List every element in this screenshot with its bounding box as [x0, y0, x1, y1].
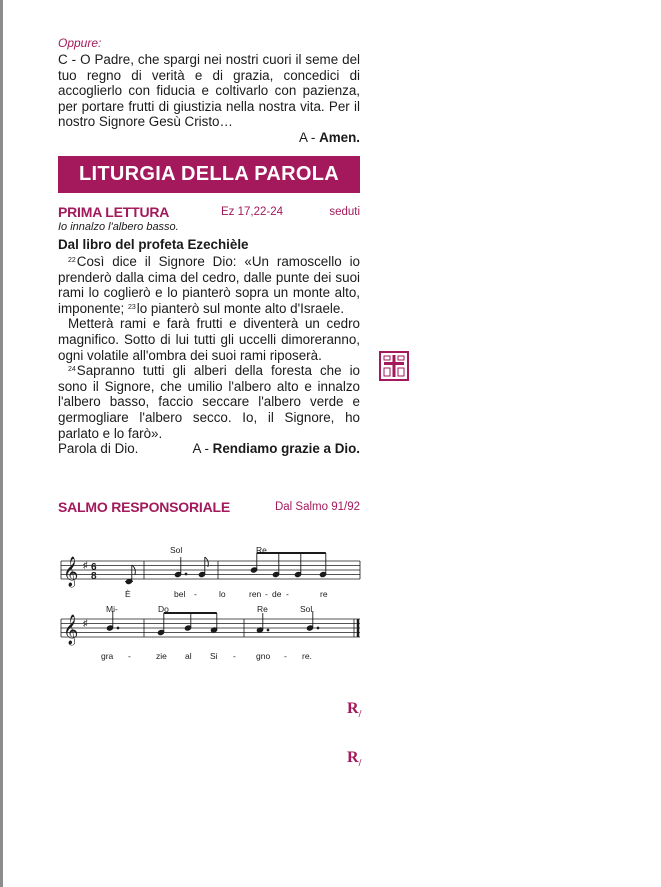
- psalm-reference: Dal Salmo 91/92: [274, 501, 360, 513]
- lyric-syllable: -: [265, 589, 268, 599]
- lyric-syllable: -: [284, 651, 287, 661]
- svg-text:6: 6: [91, 562, 97, 573]
- first-reading-book: Dal libro del profeta Ezechièle: [58, 237, 249, 252]
- reading-paragraph: $^{22}$Così dice il Signore Dio: «Un ramoscello io prenderò dalla cima del cedro, dalle punte dei suoi rami lo coglierò e lo pianterò sopra un monte alto, imponente; $^{23}$lo pianterò sul monte alto d'Israele.: [58, 254, 360, 316]
- first-reading-subtitle: Io innalzo l'albero basso.: [58, 221, 179, 233]
- lyric-syllable: È: [125, 589, 131, 599]
- lyric-syllable: ren: [249, 589, 262, 599]
- alternative-label: Oppure:: [58, 36, 102, 50]
- staff-1: [58, 543, 363, 601]
- first-reading-title: PRIMA LETTURA: [58, 204, 170, 220]
- lyric-syllable: re: [320, 589, 328, 599]
- svg-text:8: 8: [91, 571, 97, 582]
- collect-prayer: [58, 52, 360, 146]
- music-line-2: [58, 601, 363, 663]
- lyric-syllable: -: [233, 651, 236, 661]
- first-reading-body: [58, 254, 360, 457]
- chord-label: Re: [257, 604, 268, 614]
- cross-icon: [379, 351, 409, 381]
- lyric-syllable: Si: [210, 651, 218, 661]
- lyric-syllable: gno: [256, 651, 271, 661]
- lyric-syllable: re.: [302, 651, 312, 661]
- lyric-syllable: -: [128, 651, 131, 661]
- svg-text:♯: ♯: [83, 618, 88, 628]
- music-line-1: [58, 543, 363, 601]
- lyric-syllable: zie: [156, 651, 167, 661]
- chord-label: Sol: [170, 545, 183, 555]
- lyric-syllable: al: [185, 651, 192, 661]
- first-reading-posture: seduti: [329, 206, 360, 218]
- reading-paragraph: Metterà rami e farà frutti e diventerà un cedro magnifico. Sotto di lui tutti gli uccelli dimoreranno, ogni volatile all'ombra dei suoi rami riposerà.: [58, 316, 360, 363]
- lyric-syllable: -: [194, 589, 197, 599]
- lyric-syllable: -: [286, 589, 289, 599]
- first-reading-reference: Ez 17,22-24: [221, 206, 284, 218]
- reading-closing: Parola di Dio. A - Rendiamo grazie a Dio.: [58, 441, 360, 457]
- chord-label: Do: [158, 604, 169, 614]
- lyric-syllable: gra: [101, 651, 114, 661]
- lyric-syllable: lo: [219, 589, 226, 599]
- chord-label: Mi-: [106, 604, 118, 614]
- reading-paragraph: $^{24}$Sapranno tutti gli alberi della foresta che io sono il Signore, che umilio l'albero alto e innalzo l'albero basso, faccio seccare l'albero verde e germogliare l'albero secco. Io, il Signore, ho parlato e lo farò».: [58, 363, 360, 441]
- prayer-response: A - Amen.: [298, 129, 360, 145]
- section-banner: LITURGIA DELLA PAROLA: [58, 156, 360, 193]
- chord-label: Re: [256, 545, 267, 555]
- svg-text:𝄞: 𝄞: [63, 557, 79, 587]
- psalm-title: SALMO RESPONSORIALE: [58, 499, 230, 515]
- prayer-text: C - O Padre, che spargi nei nostri cuori il seme del tuo regno di verità e di grazia, concedici di accoglierlo con fiducia e coltivarlo con pazienza, per portare frutti di giustizia nella nostra vita. Per il nostro Signore Gesù Cristo…: [58, 52, 360, 130]
- first-reading-header: [58, 204, 360, 220]
- response-symbol: $R_/$: [347, 749, 362, 770]
- page-edge-rule: [0, 0, 3, 887]
- chord-label: Sol: [300, 604, 313, 614]
- svg-text:♯: ♯: [83, 560, 88, 570]
- svg-text:𝄞: 𝄞: [63, 615, 79, 645]
- lyric-syllable: bel: [174, 589, 186, 599]
- lyric-syllable: de: [272, 589, 282, 599]
- response-symbol: $R_/$: [347, 700, 362, 721]
- psalm-header: [58, 499, 360, 515]
